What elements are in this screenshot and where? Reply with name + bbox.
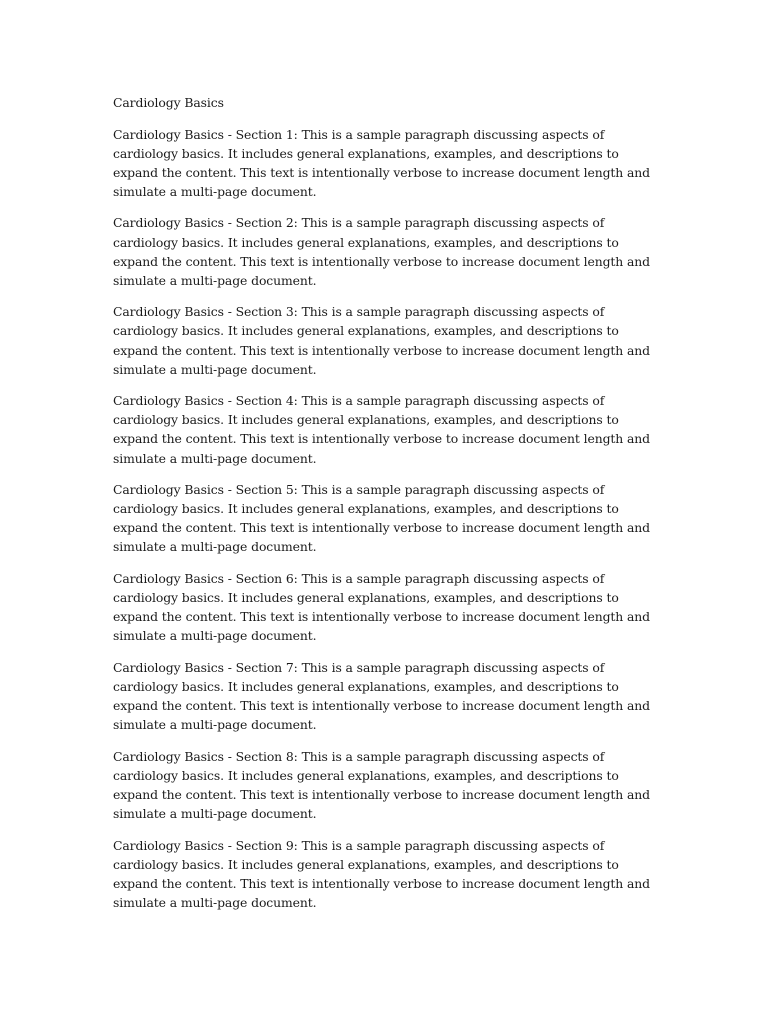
section-paragraph-5: Cardiology Basics - Section 5: This is a sample paragraph discussing aspects of cardiology basics. It includes general explanations, examples, and descriptions to expand the content. This text is intentionally verbose to increase document length and simulate a multi-page document.	[113, 482, 651, 555]
section-paragraph-9: Cardiology Basics - Section 9: This is a sample paragraph discussing aspects of cardiology basics. It includes general explanations, examples, and descriptions to expand the content. This text is intentionally verbose to increase document length and simulate a multi-page document.	[113, 837, 651, 910]
section-paragraph-3: Cardiology Basics - Section 3: This is a sample paragraph discussing aspects of cardiology basics. It includes general explanations, examples, and descriptions to expand the content. This text is intentionally verbose to increase document length and simulate a multi-page document.	[113, 304, 651, 377]
section-paragraph-8: Cardiology Basics - Section 8: This is a sample paragraph discussing aspects of cardiology basics. It includes general explanations, examples, and descriptions to expand the content. This text is intentionally verbose to increase document length and simulate a multi-page document.	[113, 748, 651, 821]
section-paragraph-2: Cardiology Basics - Section 2: This is a sample paragraph discussing aspects of cardiology basics. It includes general explanations, examples, and descriptions to expand the content. This text is intentionally verbose to increase document length and simulate a multi-page document.	[113, 215, 651, 288]
document-page	[113, 93, 658, 924]
document-title: Cardiology Basics	[113, 95, 224, 110]
section-paragraph-6: Cardiology Basics - Section 6: This is a sample paragraph discussing aspects of cardiology basics. It includes general explanations, examples, and descriptions to expand the content. This text is intentionally verbose to increase document length and simulate a multi-page document.	[113, 570, 651, 644]
section-paragraph-4: Cardiology Basics - Section 4: This is a sample paragraph discussing aspects of cardiology basics. It includes general explanations, examples, and descriptions to expand the content. This text is intentionally verbose to increase document length and simulate a multi-page document.	[113, 393, 651, 466]
section-paragraph-7: Cardiology Basics - Section 7: This is a sample paragraph discussing aspects of cardiology basics. It includes general explanations, examples, and descriptions to expand the content. This text is intentionally verbose to increase document length and simulate a multi-page document.	[113, 659, 651, 733]
section-paragraph-1: Cardiology Basics - Section 1: This is a sample paragraph discussing aspects of cardiology basics. It includes general explanations, examples, and descriptions to expand the content. This text is intentionally verbose to increase document length and simulate a multi-page document.	[113, 126, 651, 199]
